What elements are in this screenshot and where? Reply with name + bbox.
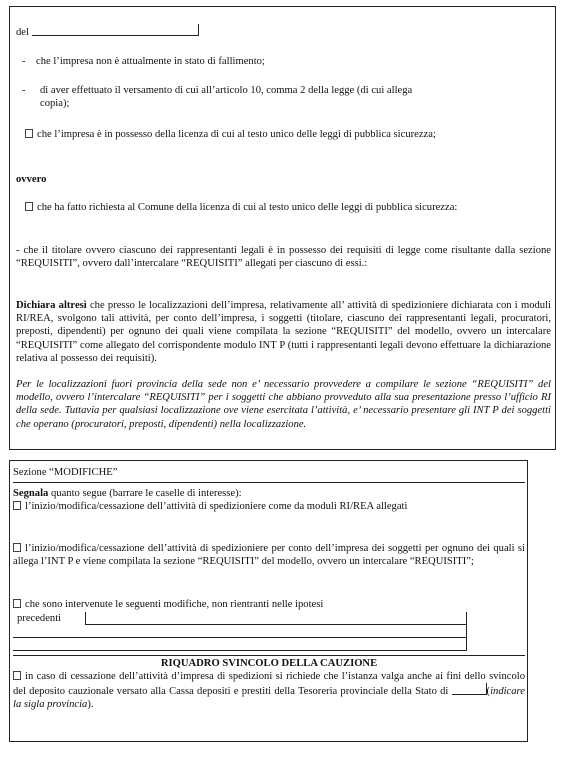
checkbox-modifiche[interactable] (13, 599, 21, 608)
option-moduli-text: l’inizio/modifica/cessazione dell’attività di spedizioniere come da moduli RI/REA allegati (25, 501, 408, 512)
modifiche-line-2[interactable] (13, 625, 467, 638)
item-versamento-line1: di aver effettuato il versamento di cui all’articolo 10, comma 2 della legge (di cui allega (40, 85, 413, 96)
svincolo-open: ( (486, 686, 491, 698)
svincolo-text: in caso di cessazione dell’attività d’impresa di spedizioni si richiede che l’istanza valga anche ai fini dello svincolo del deposito cauzionale versato alla Cassa depositi e prestiti della Tesoreria provinciale della Stato di (13, 671, 525, 698)
del-label: del (16, 27, 29, 38)
segnala-bold: Segnala (13, 488, 49, 499)
segnala-row (13, 487, 525, 500)
del-field[interactable] (32, 24, 199, 36)
option-intp-text: l’inizio/modifica/cessazione dell’attività di spedizioniere per conto dell’impresa dei soggetti per ognuno dei quali si allega l’INT P e viene compilata la sezione “REQUISITI” del modello, ovvero un intercalare “REQUISITI”; (13, 543, 525, 568)
ovvero-text: ovvero (16, 174, 47, 185)
ovvero-label (16, 173, 551, 186)
option-intp (13, 542, 525, 568)
svincolo-paragraph (13, 670, 525, 712)
item-licenza-richiesta (16, 201, 551, 214)
bullet-dash: - (22, 56, 26, 67)
provincia-field[interactable] (452, 683, 487, 695)
note-localizzazioni: Per le localizzazioni fuori provincia della sede non e’ necessario provvedere a compilare le sezione “REQUISITI” del modello, ovvero l’intercalare “REQUISITI” per i soggetti che abbiano provveduto alla sua presentazione presso l’ufficio RI della sede. Tuttavia per qualsiasi localizzazione ove viene esercitata l’attività, e’ necessario presentare gli INT P dei soggetti che operano (procuratori, preposti, dipendenti) nella localizzazione. (16, 379, 551, 430)
svincolo-italic: indicare la sigla provincia (13, 686, 525, 711)
checkbox-licenza-posseduta[interactable] (25, 129, 33, 138)
item-licenza-richiesta-text: che ha fatto richiesta al Comune della licenza di cui al testo unico delle leggi di pubblica sicurezza: (37, 202, 458, 213)
item-titolare: - che il titolare ovvero ciascuno dei rappresentanti legali è in possesso dei requisiti di legge come risultante dalla sezione “REQUISITI”, ovvero dall’intercalare “REQUISITI” allegati per ciascuno di essi.: (16, 245, 551, 270)
item-fallimento: che l’impresa non è attualmente in stato di fallimento; (36, 56, 265, 67)
item-versamento (40, 84, 551, 110)
checkbox-intp[interactable] (13, 543, 21, 552)
item-licenza-posseduta-text: che l’impresa è in possesso della licenza di cui al testo unico delle leggi di pubblica sicurezza; (37, 129, 436, 140)
svincolo-title: RIQUADRO SVINCOLO DELLA CAUZIONE (13, 655, 525, 670)
option-modifiche-text: che sono intervenute le seguenti modifiche, non rientranti nelle ipotesi (25, 599, 324, 610)
precedenti-label: precedenti (17, 613, 62, 624)
segnala-text: quanto segue (barrare le caselle di interesse): (48, 488, 242, 499)
modifiche-line-1[interactable] (85, 612, 467, 625)
del-row (16, 24, 551, 39)
checkbox-moduli[interactable] (13, 501, 21, 510)
checkbox-licenza-richiesta[interactable] (25, 202, 33, 211)
checkbox-svincolo[interactable] (13, 671, 21, 680)
modifiche-box (9, 460, 528, 742)
modifiche-line-3[interactable] (13, 638, 467, 651)
svincolo-close: ). (87, 699, 94, 711)
option-modifiche (13, 598, 525, 611)
item-licenza-posseduta (16, 128, 551, 141)
dichiara-text: che presso le localizzazioni dell’impresa, relativamente all’ attività di spedizioniere dichiarata con i moduli RI/REA, svolgono tali attività, per conto dell’impresa, i soggetti (titolare, ciascuno dei rappresentanti legali, procuratori, preposti, dipendenti) per ognuno dei quali viene compilata la sezione “REQUISITI” del modello, ovvero un intercalare “REQUISITI” come allegato del corrispondente modulo INT P (tutti i rappresentanti legali devono effettuare la dichiarazione relativa al possesso dei requisiti). (16, 300, 551, 364)
item-versamento-line2: copia); (40, 98, 70, 110)
option-moduli (13, 500, 525, 513)
section-modifiche-title: Sezione “MODIFICHE” (13, 463, 525, 483)
bullet-dash: - (22, 85, 26, 96)
dichiara-bold: Dichiara altresì (16, 300, 87, 311)
declarations-box (9, 6, 556, 450)
dichiara-paragraph (16, 299, 551, 365)
